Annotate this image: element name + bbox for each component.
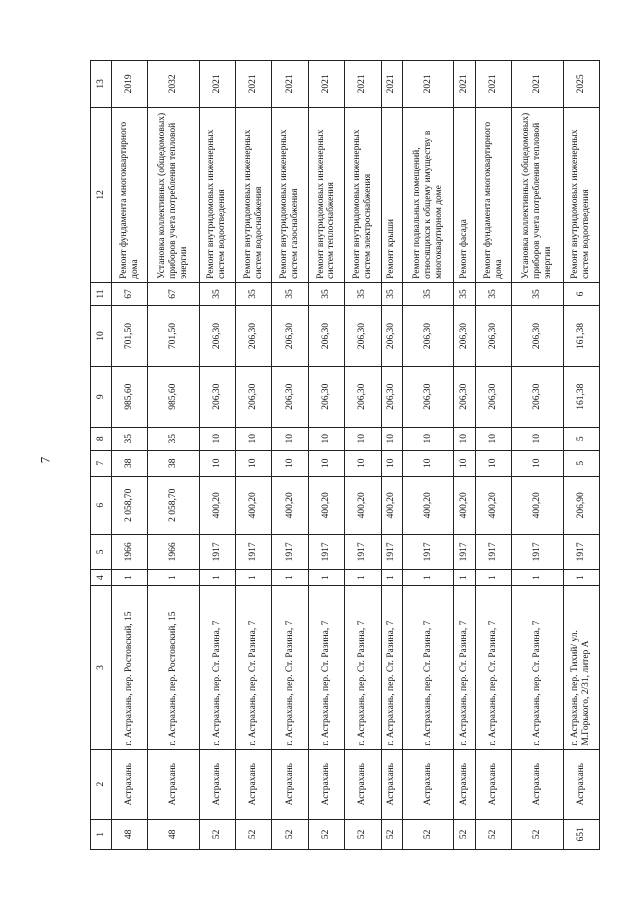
table-cell: Ремонт фундамента многоквартирного дома — [475, 107, 511, 282]
table-cell: 1 — [454, 569, 476, 585]
rotated-table-area — [90, 60, 600, 850]
table-cell: 35 — [308, 282, 344, 305]
table-cell: 5 — [563, 450, 600, 476]
table-cell: г. Астрахань, пер. Ст. Разина, 7 — [454, 586, 476, 749]
table-cell: 52 — [512, 819, 563, 849]
table-cell: г. Астрахань, пер. Ст. Разина, 7 — [308, 586, 344, 749]
table-cell: 52 — [345, 819, 381, 849]
table-row — [512, 61, 563, 850]
table-cell: 52 — [403, 819, 454, 849]
table-cell: Ремонт фасада — [454, 107, 476, 282]
table-cell: 1 — [512, 569, 563, 585]
table-cell: 206,30 — [308, 366, 344, 427]
table-cell: Ремонт внутридомовых инженерных систем газоснабжения — [272, 107, 308, 282]
table-cell: г. Астрахань, пер. Ст. Разина, 7 — [272, 586, 308, 749]
table-cell: 2 058,70 — [112, 476, 148, 534]
table-cell: г. Астрахань, пер. Ст. Разина, 7 — [345, 586, 381, 749]
table-row — [345, 61, 381, 850]
table-cell: 38 — [148, 450, 199, 476]
table-row — [563, 61, 600, 850]
table-cell: 1 — [308, 569, 344, 585]
table-cell: 206,30 — [199, 306, 235, 367]
table-cell: Астрахань — [308, 749, 344, 819]
table-cell: 35 — [403, 282, 454, 305]
table-body — [112, 61, 600, 850]
header-row — [91, 61, 112, 850]
table-cell: 10 — [403, 450, 454, 476]
table-cell: 35 — [475, 282, 511, 305]
table-cell: 2021 — [199, 61, 235, 108]
table-cell: г. Астрахань, пер. Ст. Разина, 7 — [475, 586, 511, 749]
table-cell: 10 — [454, 427, 476, 450]
table-cell: 10 — [345, 427, 381, 450]
table-cell: 1917 — [512, 534, 563, 569]
capital-repair-table — [90, 60, 600, 850]
table-cell: г. Астрахань, пер. Ростовский, 15 — [112, 586, 148, 749]
table-cell: 38 — [112, 450, 148, 476]
table-cell: 1966 — [148, 534, 199, 569]
table-cell: 2021 — [381, 61, 403, 108]
table-cell: 35 — [112, 427, 148, 450]
table-cell: 10 — [475, 427, 511, 450]
table-cell: 10 — [512, 427, 563, 450]
table-cell: Астрахань — [199, 749, 235, 819]
table-cell: 400,20 — [381, 476, 403, 534]
table-cell: 206,30 — [512, 366, 563, 427]
table-cell: 206,90 — [563, 476, 600, 534]
table-cell: 400,20 — [475, 476, 511, 534]
table-cell: 6 — [563, 282, 600, 305]
table-cell: 1966 — [112, 534, 148, 569]
table-cell: 1 — [272, 569, 308, 585]
table-cell: 206,30 — [475, 306, 511, 367]
table-cell: 206,30 — [512, 306, 563, 367]
table-cell: 206,30 — [403, 366, 454, 427]
table-cell: 67 — [148, 282, 199, 305]
table-cell: 48 — [148, 819, 199, 849]
table-cell: г. Астрахань, пер. Ст. Разина, 7 — [512, 586, 563, 749]
table-cell: 1917 — [403, 534, 454, 569]
table-cell: 206,30 — [345, 306, 381, 367]
table-cell: 400,20 — [454, 476, 476, 534]
table-cell: 10 — [235, 427, 271, 450]
table-cell: 52 — [454, 819, 476, 849]
table-cell: 2 058,70 — [148, 476, 199, 534]
table-cell: 206,30 — [308, 306, 344, 367]
table-cell: 10 — [403, 427, 454, 450]
table-cell: 206,30 — [381, 366, 403, 427]
table-cell: 1 — [403, 569, 454, 585]
col-header: 3 — [91, 586, 112, 749]
table-cell: Астрахань — [112, 749, 148, 819]
rotated-table-inner — [90, 60, 600, 850]
table-cell: 161,38 — [563, 366, 600, 427]
table-cell: 35 — [381, 282, 403, 305]
table-cell: 400,20 — [345, 476, 381, 534]
table-cell: г. Астрахань, пер. Тихий/ ул. М.Горького, 2/31, литер А — [563, 586, 600, 749]
table-cell: 1 — [199, 569, 235, 585]
table-cell: 10 — [345, 450, 381, 476]
table-cell: 206,30 — [272, 306, 308, 367]
table-cell: 1 — [235, 569, 271, 585]
table-cell: 2021 — [403, 61, 454, 108]
table-cell: 400,20 — [403, 476, 454, 534]
table-cell: 10 — [475, 450, 511, 476]
col-header: 2 — [91, 749, 112, 819]
table-cell: 400,20 — [272, 476, 308, 534]
table-cell: Астрахань — [345, 749, 381, 819]
table-cell: 701,50 — [112, 306, 148, 367]
table-cell: 52 — [199, 819, 235, 849]
table-cell: 400,20 — [308, 476, 344, 534]
table-row — [475, 61, 511, 850]
table-cell: 1917 — [199, 534, 235, 569]
table-cell: 206,30 — [454, 366, 476, 427]
table-cell: Ремонт фундамента многоквартирного дома — [112, 107, 148, 282]
table-cell: Ремонт внутридомовых инженерных систем водоотведения — [563, 107, 600, 282]
table-cell: 10 — [272, 450, 308, 476]
table-cell: г. Астрахань, пер. Ст. Разина, 7 — [403, 586, 454, 749]
table-cell: 1917 — [272, 534, 308, 569]
table-cell: 10 — [199, 450, 235, 476]
col-header: 1 — [91, 819, 112, 849]
table-cell: Астрахань — [148, 749, 199, 819]
table-cell: 1917 — [381, 534, 403, 569]
table-cell: 1 — [112, 569, 148, 585]
table-cell: 2021 — [454, 61, 476, 108]
table-cell: 10 — [381, 427, 403, 450]
table-cell: г. Астрахань, пер. Ст. Разина, 7 — [381, 586, 403, 749]
table-cell: 10 — [454, 450, 476, 476]
table-row — [454, 61, 476, 850]
table-cell: 10 — [308, 450, 344, 476]
table-cell: 1917 — [454, 534, 476, 569]
table-row — [112, 61, 148, 850]
table-cell: 1 — [381, 569, 403, 585]
col-header: 11 — [91, 282, 112, 305]
table-cell: Установка коллективных (общедомовых) приборов учета потребления тепловой энергии — [512, 107, 563, 282]
table-cell: г. Астрахань, пер. Ст. Разина, 7 — [235, 586, 271, 749]
table-row — [403, 61, 454, 850]
table-cell: г. Астрахань, пер. Ст. Разина, 7 — [199, 586, 235, 749]
table-cell: 10 — [235, 450, 271, 476]
table-row — [199, 61, 235, 850]
table-row — [272, 61, 308, 850]
table-cell: 35 — [272, 282, 308, 305]
table-cell: 52 — [235, 819, 271, 849]
table-cell: 2021 — [272, 61, 308, 108]
table-cell: 400,20 — [512, 476, 563, 534]
table-cell: Установка коллективных (общедомовых) приборов учета потребления тепловой энергии — [148, 107, 199, 282]
table-cell: 2032 — [148, 61, 199, 108]
col-header: 13 — [91, 61, 112, 108]
table-cell: 35 — [454, 282, 476, 305]
table-cell: 985,60 — [112, 366, 148, 427]
table-cell: Ремонт внутридомовых инженерных систем электроснабжения — [345, 107, 381, 282]
table-cell: 206,30 — [235, 306, 271, 367]
table-cell: 1 — [475, 569, 511, 585]
table-cell: 1917 — [345, 534, 381, 569]
col-header: 9 — [91, 366, 112, 427]
table-cell: 2021 — [512, 61, 563, 108]
table-cell: Ремонт внутридомовых инженерных систем водоснабжения — [235, 107, 271, 282]
table-cell: г. Астрахань, пер. Ростовский, 15 — [148, 586, 199, 749]
col-header: 7 — [91, 450, 112, 476]
table-cell: 206,30 — [475, 366, 511, 427]
table-cell: 35 — [235, 282, 271, 305]
table-cell: 206,30 — [235, 366, 271, 427]
table-cell: Астрахань — [454, 749, 476, 819]
table-cell: 1917 — [563, 534, 600, 569]
table-cell: 651 — [563, 819, 600, 849]
table-cell: Астрахань — [235, 749, 271, 819]
table-cell: 52 — [272, 819, 308, 849]
table-cell: Астрахань — [512, 749, 563, 819]
table-cell: 35 — [512, 282, 563, 305]
table-cell: 206,30 — [381, 306, 403, 367]
table-row — [148, 61, 199, 850]
table-cell: 400,20 — [235, 476, 271, 534]
table-row — [235, 61, 271, 850]
table-cell: 2019 — [112, 61, 148, 108]
table-cell: 35 — [148, 427, 199, 450]
table-cell: 206,30 — [272, 366, 308, 427]
table-cell: 206,30 — [199, 366, 235, 427]
table-cell: 206,30 — [454, 306, 476, 367]
col-header: 6 — [91, 476, 112, 534]
table-cell: 1917 — [475, 534, 511, 569]
table-cell: 10 — [512, 450, 563, 476]
table-cell: Ремонт подвальных помещений, относящихся к общему имуществу в многоквартирном доме — [403, 107, 454, 282]
col-header: 8 — [91, 427, 112, 450]
table-cell: 161,38 — [563, 306, 600, 367]
table-cell: 1 — [563, 569, 600, 585]
table-cell: 206,30 — [345, 366, 381, 427]
table-cell: 67 — [112, 282, 148, 305]
col-header: 5 — [91, 534, 112, 569]
table-cell: 52 — [381, 819, 403, 849]
col-header: 10 — [91, 306, 112, 367]
table-cell: 52 — [308, 819, 344, 849]
table-cell: 10 — [199, 427, 235, 450]
table-cell: 2021 — [345, 61, 381, 108]
table-cell: 701,50 — [148, 306, 199, 367]
table-cell: Ремонт внутридомовых инженерных систем теплоснабжения — [308, 107, 344, 282]
table-row — [308, 61, 344, 850]
table-cell: Астрахань — [381, 749, 403, 819]
table-cell: 35 — [345, 282, 381, 305]
table-cell: 5 — [563, 427, 600, 450]
table-cell: 2025 — [563, 61, 600, 108]
table-cell: 52 — [475, 819, 511, 849]
table-cell: Астрахань — [272, 749, 308, 819]
table-cell: 985,60 — [148, 366, 199, 427]
page-number: 7 — [37, 456, 53, 464]
table-cell: Астрахань — [563, 749, 600, 819]
table-cell: Астрахань — [403, 749, 454, 819]
table-cell: 206,30 — [403, 306, 454, 367]
col-header: 12 — [91, 107, 112, 282]
table-cell: 2021 — [308, 61, 344, 108]
table-cell: 48 — [112, 819, 148, 849]
table-cell: 35 — [199, 282, 235, 305]
table-cell: 1 — [148, 569, 199, 585]
table-cell: Ремонт внутридомовых инженерных систем водоотведения — [199, 107, 235, 282]
table-cell: 1 — [345, 569, 381, 585]
table-cell: 2021 — [235, 61, 271, 108]
table-row — [381, 61, 403, 850]
table-cell: 10 — [381, 450, 403, 476]
table-cell: Ремонт крыши — [381, 107, 403, 282]
table-cell: 2021 — [475, 61, 511, 108]
col-header: 4 — [91, 569, 112, 585]
table-cell: 400,20 — [199, 476, 235, 534]
table-cell: 10 — [272, 427, 308, 450]
table-cell: Астрахань — [475, 749, 511, 819]
table-cell: 1917 — [235, 534, 271, 569]
table-cell: 1917 — [308, 534, 344, 569]
table-cell: 10 — [308, 427, 344, 450]
